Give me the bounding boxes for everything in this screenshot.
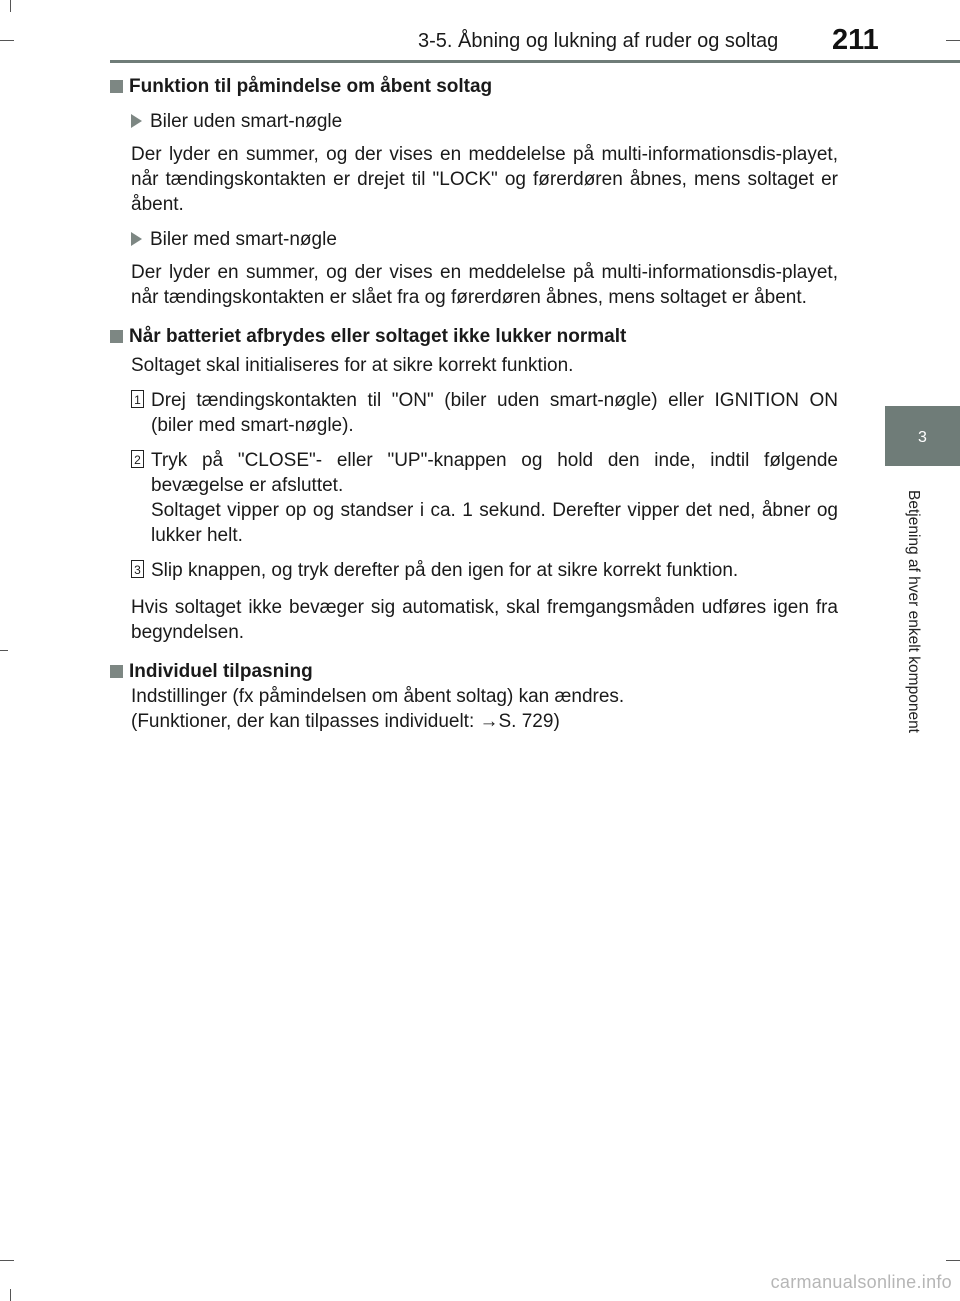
step-item	[131, 448, 838, 548]
paragraph: Indstillinger (fx påmindelsen om åbent soltag) kan ændres.	[131, 686, 625, 707]
crop-mark	[0, 1260, 14, 1261]
square-bullet-icon	[110, 80, 123, 93]
section-heading	[110, 74, 838, 99]
square-bullet-icon	[110, 330, 123, 343]
paragraph: Hvis soltaget ikke bevæger sig automatisk, skal fremgangsmåden udføres igen fra begyndelsen.	[131, 597, 838, 643]
crop-mark	[10, 0, 11, 12]
section-heading	[110, 659, 838, 684]
triangle-bullet-icon	[131, 114, 142, 128]
step-item	[131, 388, 838, 438]
step-item	[131, 558, 838, 583]
step-text: Tryk på "CLOSE"- eller "UP"-knappen og hold den inde, indtil følgende bevægelse er afsluttet.	[151, 450, 838, 496]
page-number: 211	[832, 24, 879, 56]
crop-mark	[0, 650, 8, 651]
watermark: carmanualsonline.info	[770, 1272, 952, 1292]
paragraph: Der lyder en summer, og der vises en meddelelse på multi-informationsdis-playet, når tændingskontakten er drejet til "LOCK" og førerdøren åbnes, mens soltaget er åbent.	[131, 144, 838, 215]
square-bullet-icon	[110, 665, 123, 678]
section-header-title: 3-5. Åbning og lukning af ruder og soltag	[418, 30, 779, 52]
step-text: Soltaget vipper op og standser i ca. 1 sekund. Derefter vipper det ned, åbner og lukker helt.	[151, 500, 838, 546]
crop-mark	[0, 40, 14, 41]
step-number-box: 1	[131, 390, 144, 408]
subsection-label	[131, 227, 838, 252]
paragraph: Soltaget skal initialiseres for at sikre korrekt funktion.	[131, 355, 574, 376]
step-number-box: 2	[131, 450, 144, 468]
chapter-title: Betjening af hver enkelt komponent	[905, 490, 922, 733]
step-text: Slip knappen, og tryk derefter på den igen for at sikre korrekt funktion.	[151, 560, 739, 581]
subsection-label-text: Biler uden smart-nøgle	[150, 111, 343, 132]
header-rule	[110, 60, 960, 63]
subsection-label	[131, 109, 838, 134]
chapter-tab[interactable]: 3	[885, 406, 960, 466]
step-number-box: 3	[131, 560, 144, 578]
paragraph-link[interactable]: (Funktioner, der kan tilpasses individuelt: →S. 729)	[131, 711, 560, 732]
paragraph: Der lyder en summer, og der vises en meddelelse på multi-informationsdis-playet, når tændingskontakten er slået fra og førerdøren åbnes, mens soltaget er åbent.	[131, 262, 838, 308]
crop-mark	[946, 1260, 960, 1261]
section-heading-text: Funktion til påmindelse om åbent soltag	[129, 76, 493, 97]
step-text: Drej tændingskontakten til "ON" (biler uden smart-nøgle) eller IGNITION ON (biler med smart-nøgle).	[151, 390, 838, 436]
section-heading-text: Individuel tilpasning	[129, 661, 313, 682]
crop-mark	[946, 40, 960, 41]
page-content	[110, 74, 838, 734]
section-heading-text: Når batteriet afbrydes eller soltaget ikke lukker normalt	[129, 326, 627, 347]
crop-mark	[10, 1289, 11, 1301]
subsection-label-text: Biler med smart-nøgle	[150, 229, 337, 250]
section-heading	[110, 324, 838, 349]
triangle-bullet-icon	[131, 232, 142, 246]
